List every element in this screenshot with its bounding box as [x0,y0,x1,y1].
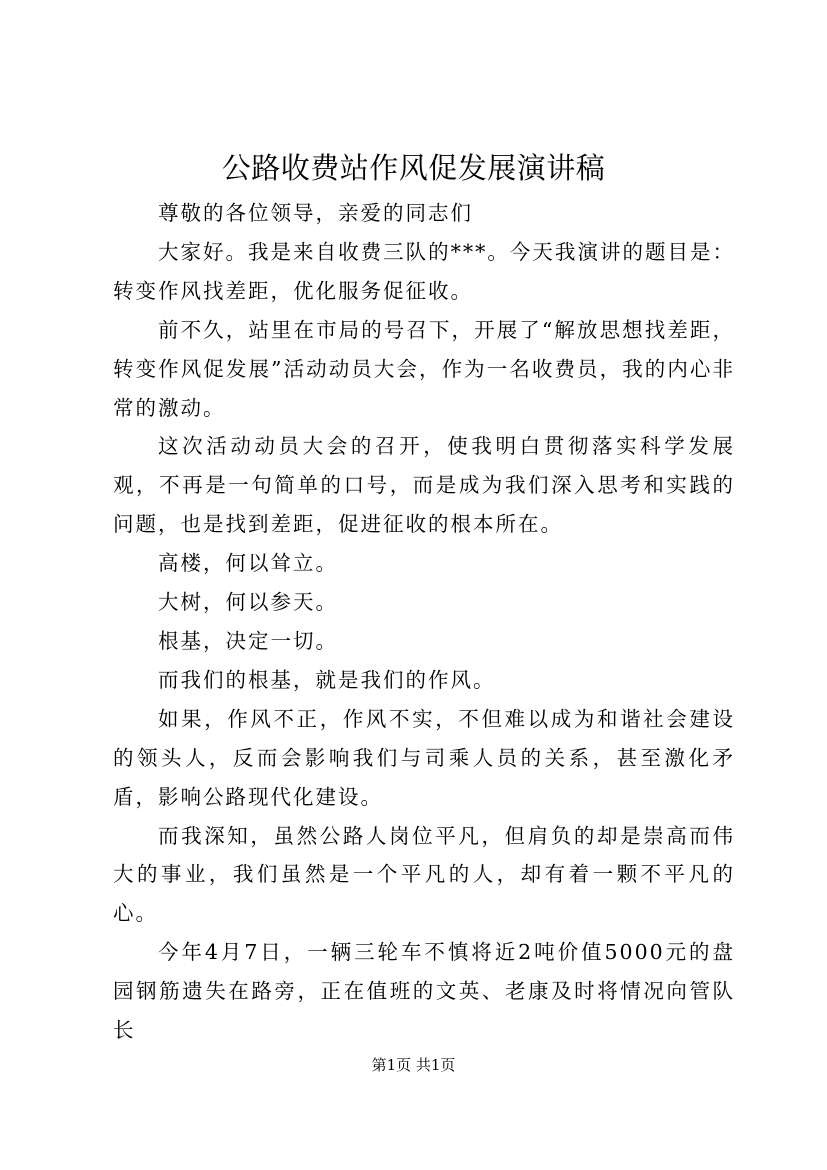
paragraph-greeting: 大家好。我是来自收费三队的***。今天我演讲的题目是：转变作风找差距，优化服务促征收。 [113,239,735,303]
paragraph-style: 而我们的根基，就是我们的作风。 [158,667,496,692]
paragraph-mission: 而我深知，虽然公路人岗位平凡，但肩负的却是崇高而伟大的事业，我们虽然是一个平凡的人，却有着一颗不平凡的心。 [113,823,735,926]
paragraph-consequence: 如果，作风不正，作风不实，不但难以成为和谐社会建设的领头人，反而会影响我们与司乘人员的关系，甚至激化矛盾，影响公路现代化建设。 [113,706,735,809]
paragraph-story: 今年4月7日，一辆三轮车不慎将近2吨价值5000元的盘园钢筋遗失在路旁，正在值班的文英、老康及时将情况向管队长 [113,940,735,1043]
document-title: 公路收费站作风促发展演讲稿 [221,151,606,185]
paragraph-meaning: 这次活动动员大会的召开，使我明白贯彻落实科学发展观，不再是一句简单的口号，而是成为我们深入思考和实践的问题，也是找到差距，促进征收的根本所在。 [113,434,735,537]
page-number-footer: 第1页 共1页 [371,1056,456,1074]
paragraph-salutation: 尊敬的各位领导，亲爱的同志们 [158,201,473,225]
paragraph-background: 前不久，站里在市局的号召下，开展了“解放思想找差距，转变作风促发展”活动动员大会，作为一名收费员，我的内心非常的激动。 [113,317,735,420]
paragraph-tree: 大树，何以参天。 [158,590,338,615]
document-body [113,194,735,1050]
paragraph-foundation: 根基，决定一切。 [158,628,338,653]
paragraph-building: 高楼，何以耸立。 [158,551,338,576]
